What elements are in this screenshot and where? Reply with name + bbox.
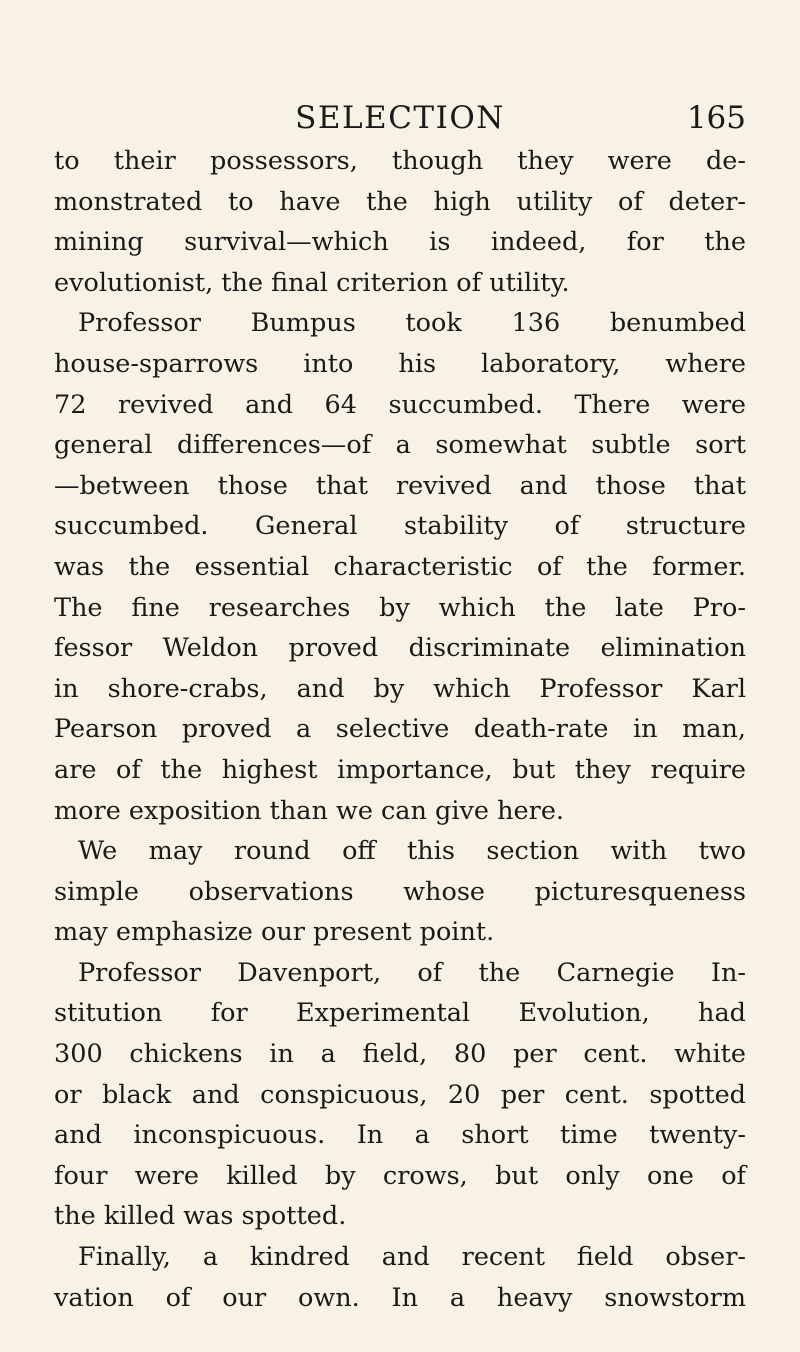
text-line: vation of our own. In a heavy snowstorm [54,1282,746,1313]
text-line: —between those that revived and those that [54,470,746,501]
text-line: and inconspicuous. In a short time twenty- [54,1120,746,1151]
text-line: fessor Weldon proved discriminate elimination [54,633,746,664]
text-line: to their possessors, though they were de- [54,146,746,176]
text-line: four were killed by crows, but only one of [54,1160,746,1191]
text-line: 300 chickens in a field, 80 per cent. white [54,1039,746,1070]
body-text [54,141,746,1318]
text-line: stitution for Experimental Evolution, had [54,998,746,1029]
text-line: Finally, a kindred and recent field obser- [78,1242,746,1273]
text-line: monstrated to have the high utility of deter- [54,186,746,217]
text-line: Pearson proved a selective death-rate in man, [54,714,746,745]
text-line: The fine researches by which the late Pro- [54,592,746,623]
text-line: more exposition than we can give here. [54,795,565,826]
text-line: general differences—of a somewhat subtle sort [54,430,746,461]
running-head: SELECTION [295,100,505,136]
text-line: 72 revived and 64 succumbed. There were [54,389,746,420]
text-line: succumbed. General stability of structure [54,511,746,542]
text-line: evolutionist, the final criterion of utility. [54,267,570,298]
text-line: may emphasize our present point. [54,917,495,948]
page-header [54,96,746,140]
text-line: house-sparrows into his laboratory, where [54,348,746,379]
text-line: Professor Bumpus took 136 benumbed [78,308,746,339]
text-line: was the essential characteristic of the former. [54,551,746,582]
text-line: are of the highest importance, but they require [54,754,746,785]
text-line: or black and conspicuous, 20 per cent. spotted [54,1079,746,1110]
text-line: simple observations whose picturesqueness [54,876,746,907]
text-line: the killed was spotted. [54,1201,347,1232]
text-line: Professor Davenport, of the Carnegie In- [78,957,746,988]
text-line: in shore-crabs, and by which Professor Karl [54,673,746,704]
text-line: mining survival—which is indeed, for the [54,227,746,258]
page-number: 165 [686,100,746,136]
text-line: We may round off this section with two [78,836,746,867]
